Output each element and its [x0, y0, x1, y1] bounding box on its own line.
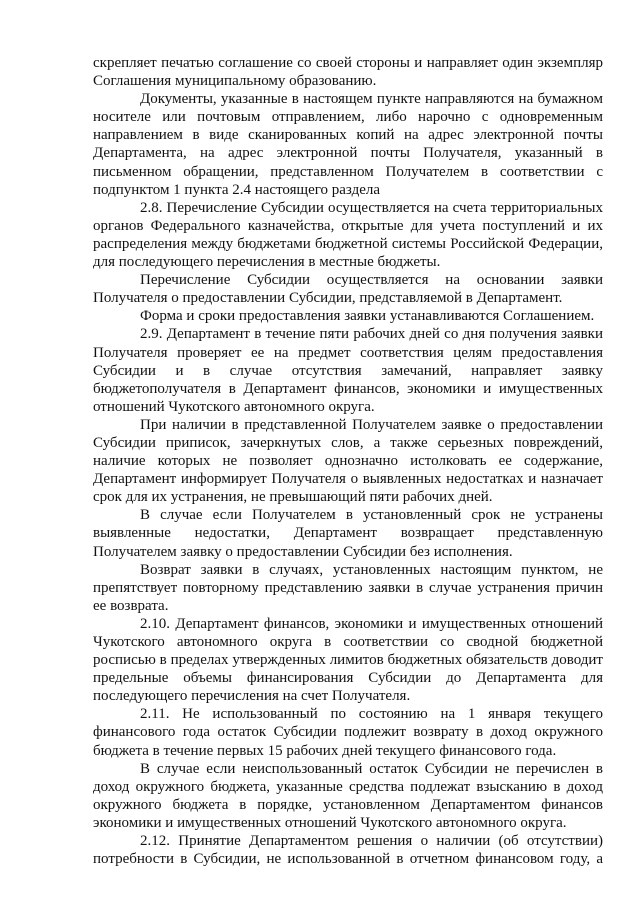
paragraph-2-8: 2.8. Перечисление Субсидии осуществляется на счета территориальных органов Федерального казначейства, открытые для учета поступлений и их распределения между бюджетами бюджетной системы Российской Федерации, для последующего перечисления в местные бюджеты. — [93, 199, 603, 271]
paragraph-form-terms: Форма и сроки предоставления заявки устанавливаются Соглашением. — [140, 308, 595, 325]
paragraph-deficiencies: При наличии в представленной Получателем заявке о предоставлении Субсидии приписок, зачеркнутых слов, а также серьезных повреждений, наличие которых не позволяет однозначно истолковать ее содержание, Департамент информирует Получателя о выявленных недостатках и назначает срок для их устранения, не превышающий пяти рабочих дней. — [93, 416, 603, 506]
paragraph-continuation: скрепляет печатью соглашение со своей стороны и направляет один экземпляр Соглашения муниципальному образованию. — [93, 55, 603, 90]
document-text — [93, 54, 603, 868]
paragraph-2-12: 2.12. Принятие Департаментом решения о наличии (об отсутствии) потребности в Субсидии, не использованной в отчетном финансовом году, а — [93, 833, 603, 868]
paragraph-2-9: 2.9. Департамент в течение пяти рабочих дней со дня получения заявки Получателя проверяет ее на предмет соответствия целям предоставления Субсидии и в случае отсутствия замечаний, направляет заявку бюджетополучателя в Департамент финансов, экономики и имущественных отношений Чукотского автономного округа. — [93, 326, 603, 415]
paragraph-2-10: 2.10. Департамент финансов, экономики и имущественных отношений Чукотского автономного округа в соответствии со сводной бюджетной росписью в пределах утвержденных лимитов бюджетных обязательств доводит предельные объемы финансирования Субсидии до Департамента для последующего перечисления на счет Получателя. — [93, 615, 603, 705]
paragraph-recovery: В случае если неиспользованный остаток Субсидии не перечислен в доход окружного бюджета, указанные средства подлежат взысканию в доход окружного бюджета в порядке, установленном Департаментом финансов экономики и имущественных отношений Чукотского автономного округа. — [93, 760, 603, 831]
paragraph-return-request: В случае если Получателем в установленный срок не устранены выявленные недостатки, Департамент возвращает представленную Получателем заявку о предоставлении Субсидии без исполнения. — [93, 507, 603, 560]
paragraph-transfer-basis: Перечисление Субсидии осуществляется на основании заявки Получателя о предоставлении Субсидии, представляемой в Департамент. — [93, 272, 603, 307]
paragraph-2-11: 2.11. Не использованный по состоянию на 1 января текущего финансового года остаток Субсидии подлежит возврату в доход окружного бюджета в течение первых 15 рабочих дней текущего финансового года. — [93, 706, 603, 759]
paragraph-documents-delivery: Документы, указанные в настоящем пункте направляются на бумажном носителе или почтовым отправлением, либо нарочно с одновременным направлением в виде сканированных копий на адрес электронной почты Департамента, на адрес электронной почты Получателя, указанный в письменном обращении, представленном Получателем в соответствии с подпунктом 1 пункта 2.4 настоящего раздела — [93, 91, 603, 198]
paragraph-resubmission: Возврат заявки в случаях, установленных настоящим пунктом, не препятствует повторному представлению заявки в случае устранения причин ее возврата. — [93, 561, 603, 614]
